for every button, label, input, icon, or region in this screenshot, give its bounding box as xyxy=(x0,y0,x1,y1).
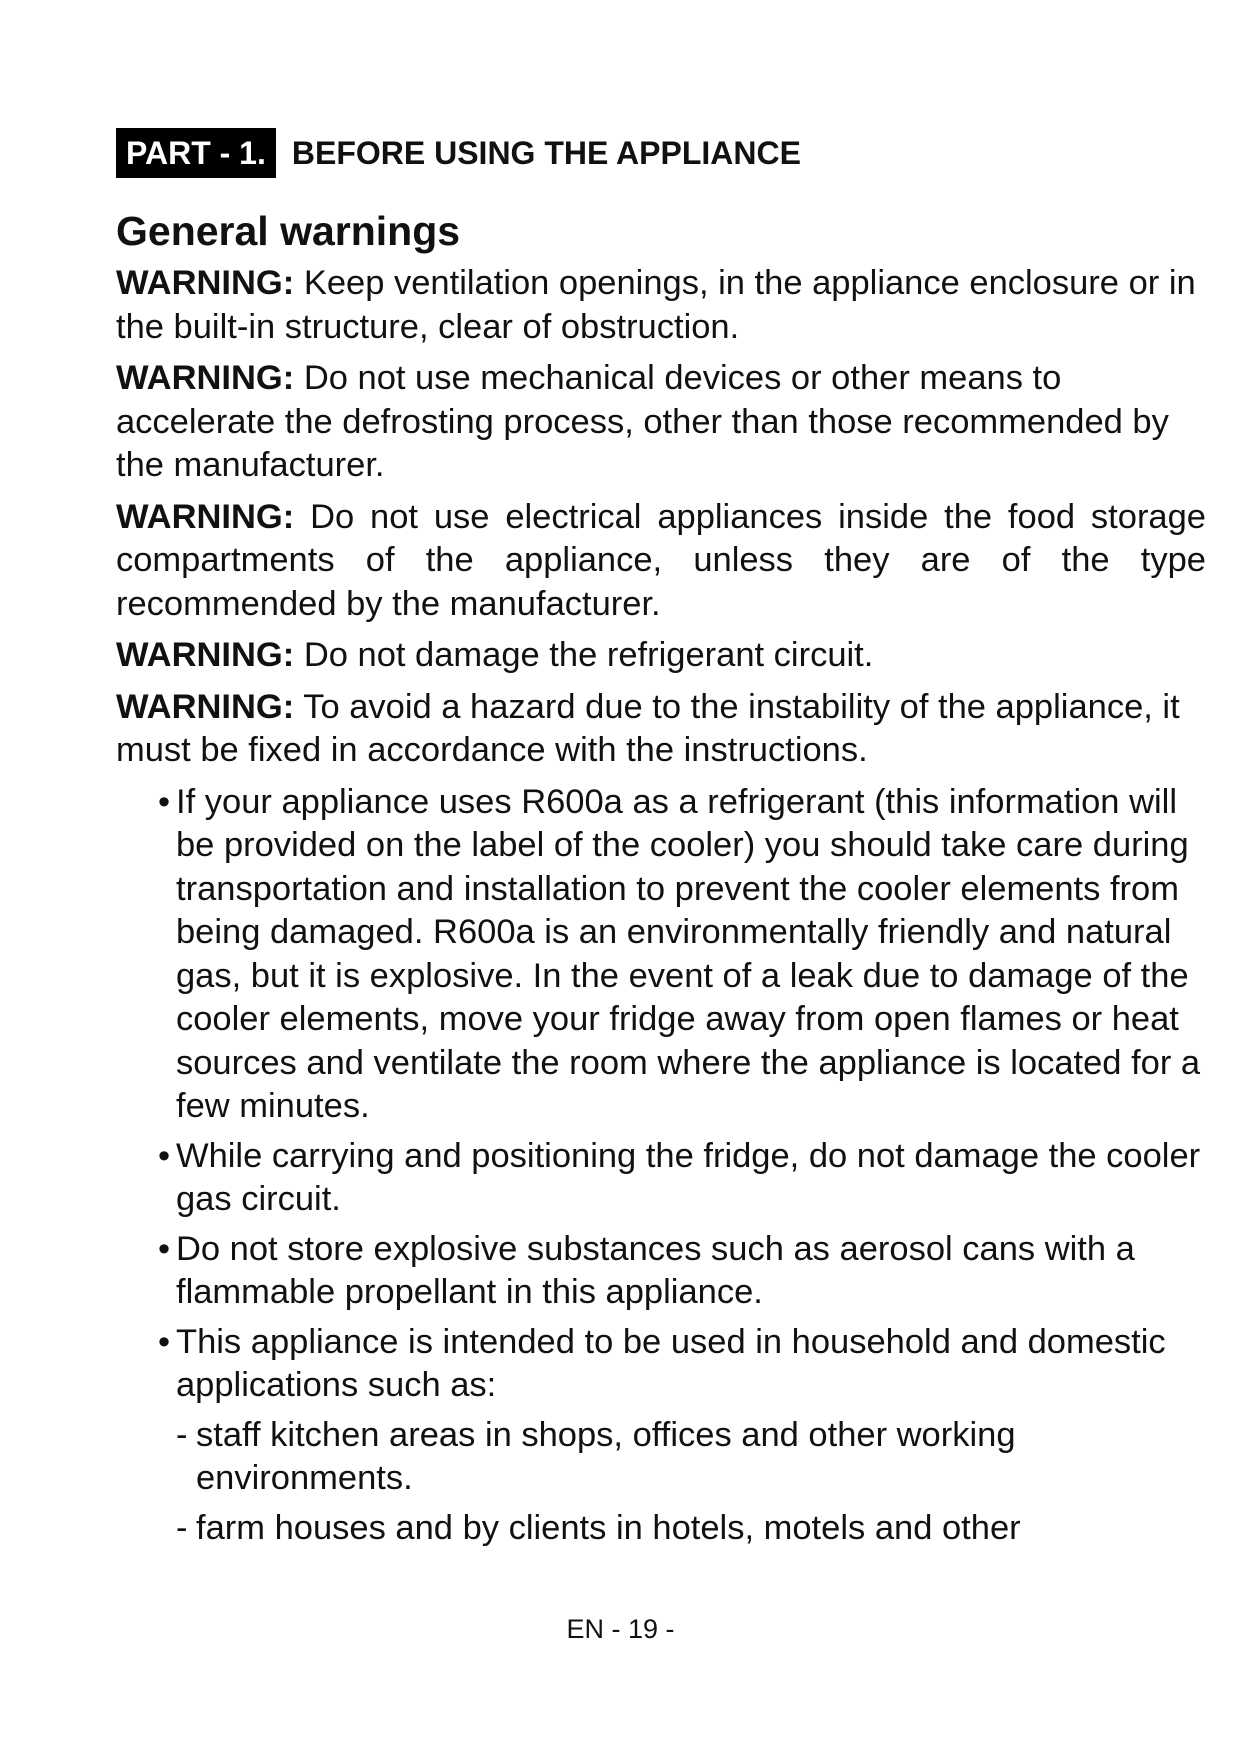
warning-label: WARNING: xyxy=(116,497,295,536)
warning-text: Do not use mechanical devices or other means to accelerate the defrosting process, other than those recommended by the manufacturer. xyxy=(116,359,1169,484)
dash-icon: - xyxy=(176,1415,188,1454)
warning-text: Do not use electrical appliances inside the food storage compartments of the appliance, unless they are of the type recommended by the manufacturer. xyxy=(116,497,1206,623)
bullet-icon: • xyxy=(158,1322,171,1361)
warning-label: WARNING: xyxy=(116,264,295,302)
bullet-list xyxy=(116,781,1206,1408)
warning-text: To avoid a hazard due to the instability of the appliance, it must be fixed in accordance with the instructions. xyxy=(116,687,1180,769)
warnings-body xyxy=(116,262,1206,1556)
sub-item-farm-houses xyxy=(116,1507,1206,1551)
warning-label: WARNING: xyxy=(116,687,295,726)
bullet-household-use xyxy=(116,1321,1206,1408)
sub-item-text: farm houses and by clients in hotels, motels and other xyxy=(196,1508,1021,1547)
bullet-icon: • xyxy=(158,1229,171,1268)
warning-electrical xyxy=(116,496,1206,627)
warning-label: WARNING: xyxy=(116,359,295,397)
warning-refrigerant xyxy=(116,634,1206,678)
bullet-carrying xyxy=(116,1135,1206,1222)
warning-text: Keep ventilation openings, in the appliance enclosure or in the built-in structure, clear of obstruction. xyxy=(116,264,1196,346)
part-title: BEFORE USING THE APPLIANCE xyxy=(291,135,801,171)
bullet-r600a xyxy=(116,781,1206,1129)
part-badge: PART - 1. xyxy=(116,128,276,178)
bullet-text: Do not store explosive substances such as aerosol cans with a flammable propellant in this appliance. xyxy=(176,1229,1135,1311)
warning-label: WARNING: xyxy=(116,636,295,674)
warning-text: Do not damage the refrigerant circuit. xyxy=(294,636,874,674)
warning-ventilation xyxy=(116,262,1206,349)
dash-icon: - xyxy=(176,1508,188,1547)
section-title: General warnings xyxy=(116,208,461,254)
page-number: EN - 19 - xyxy=(566,1614,675,1644)
sub-item-staff-kitchen xyxy=(116,1414,1206,1501)
part-header xyxy=(116,128,801,178)
bullet-text: This appliance is intended to be used in household and domestic applications such as: xyxy=(176,1322,1166,1404)
bullet-icon: • xyxy=(158,782,171,821)
warning-stability xyxy=(116,686,1206,773)
warning-defrosting xyxy=(116,357,1206,488)
bullet-explosives xyxy=(116,1228,1206,1315)
bullet-text: If your appliance uses R600a as a refrigerant (this information will be provided on the label of the cooler) you should take care during transportation and installation to prevent the cooler elements from being damaged. R600a is an environmentally friendly and natural gas, but it is explosive. In the event of a leak due to damage of the cooler elements, move your fridge away from open flames or heat sources and ventilate the room where the appliance is located for a few minutes. xyxy=(176,782,1201,1125)
bullet-icon: • xyxy=(158,1136,171,1175)
sub-item-text: staff kitchen areas in shops, offices and other working environments. xyxy=(196,1415,1016,1497)
bullet-text: While carrying and positioning the fridge, do not damage the cooler gas circuit. xyxy=(176,1136,1201,1218)
